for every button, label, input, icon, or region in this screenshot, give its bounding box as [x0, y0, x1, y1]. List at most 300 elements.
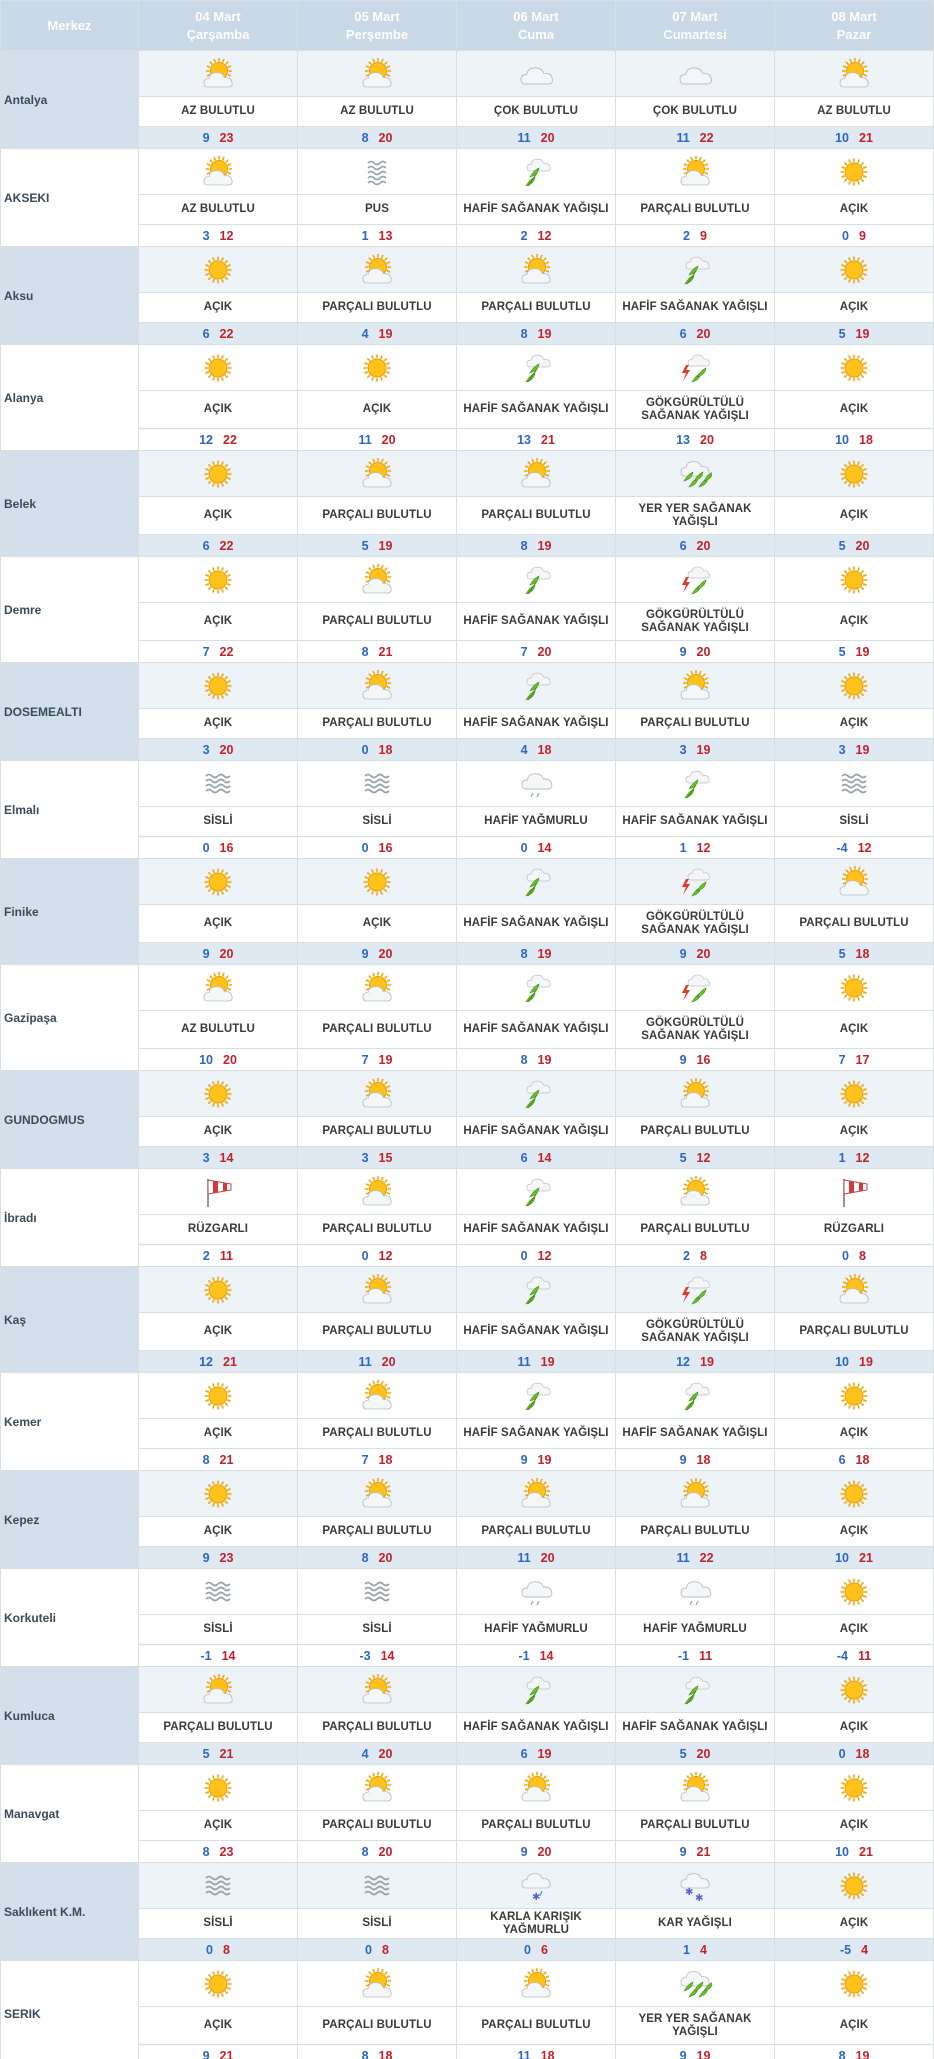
sun-icon — [360, 865, 394, 899]
weather-description: AÇIK — [775, 1713, 934, 1743]
high-temp: 20 — [540, 1550, 555, 1565]
weather-icon-cell — [139, 451, 298, 497]
temperature-cell — [616, 1245, 775, 1267]
temperature-cell — [616, 1351, 775, 1373]
weather-description: PARÇALI BULUTLU — [298, 1713, 457, 1743]
weather-icon-cell — [139, 965, 298, 1011]
low-temp: 6 — [679, 538, 687, 553]
weather-icon-cell — [298, 1765, 457, 1811]
partly-cloudy-icon — [837, 865, 871, 899]
weather-description: PARÇALI BULUTLU — [298, 1117, 457, 1147]
low-temp: 4 — [361, 326, 369, 341]
low-temp: 11 — [517, 1354, 531, 1369]
partly-cloudy-icon — [360, 1379, 394, 1413]
high-temp: 12 — [696, 840, 711, 855]
weather-description: HAFİF SAĞANAK YAĞIŞLI — [457, 391, 616, 429]
weather-icon-cell — [616, 1961, 775, 2007]
high-temp: 18 — [537, 742, 552, 757]
city-temp-row — [1, 2045, 934, 2059]
city-name[interactable]: Kepez — [1, 1471, 139, 1569]
temperature-cell — [139, 1449, 298, 1471]
temperature-cell — [457, 739, 616, 761]
high-temp: 4 — [700, 1942, 707, 1957]
partly-cloudy-icon — [678, 1771, 712, 1805]
high-temp: 23 — [219, 1550, 234, 1565]
temperature-cell — [298, 641, 457, 663]
high-temp: 18 — [378, 2048, 393, 2059]
weather-icon-cell — [457, 761, 616, 807]
snow-icon — [678, 1869, 712, 1903]
weather-description: PARÇALI BULUTLU — [616, 1215, 775, 1245]
low-temp: 8 — [520, 326, 528, 341]
temperature-cell — [139, 943, 298, 965]
weather-description: AÇIK — [775, 1011, 934, 1049]
partly-cloudy-icon — [360, 563, 394, 597]
weather-icon-cell — [616, 1267, 775, 1313]
low-temp: 6 — [520, 1150, 528, 1165]
fog-icon — [201, 1869, 235, 1903]
weather-icon-cell — [457, 1373, 616, 1419]
city-name[interactable]: Elmalı — [1, 761, 139, 859]
weather-description: AÇIK — [775, 293, 934, 323]
weather-icon-cell — [775, 557, 934, 603]
temperature-cell — [457, 1147, 616, 1169]
weather-icon-cell — [616, 859, 775, 905]
sun-icon — [837, 1869, 871, 1903]
weather-description: PARÇALI BULUTLU — [775, 1313, 934, 1351]
high-temp: 14 — [221, 1648, 236, 1663]
weather-icon-cell — [457, 451, 616, 497]
weather-icon-cell — [616, 1863, 775, 1909]
city-name[interactable]: Finike — [1, 859, 139, 965]
temperature-cell — [139, 225, 298, 247]
weather-description: SİSLİ — [298, 1615, 457, 1645]
temperature-cell — [616, 127, 775, 149]
temperature-cell — [298, 1743, 457, 1765]
weather-icon-cell — [775, 1169, 934, 1215]
high-temp: 14 — [380, 1648, 395, 1663]
partly-cloudy-icon — [360, 1771, 394, 1805]
low-temp: 0 — [361, 840, 369, 855]
temperature-cell — [775, 1351, 934, 1373]
city-desc-row — [1, 1713, 934, 1743]
low-temp: 3 — [838, 742, 846, 757]
low-temp: 6 — [520, 1746, 528, 1761]
temperature-cell — [616, 1645, 775, 1667]
sun-icon — [837, 253, 871, 287]
temperature-cell — [139, 1645, 298, 1667]
weather-icon-cell — [616, 761, 775, 807]
weather-icon-cell — [298, 1863, 457, 1909]
weather-icon-cell — [616, 1471, 775, 1517]
temperature-cell — [298, 2045, 457, 2059]
city-temp-row — [1, 225, 934, 247]
low-temp: 5 — [361, 538, 369, 553]
temperature-cell — [775, 1645, 934, 1667]
city-desc-row — [1, 1215, 934, 1245]
city-desc-row — [1, 1117, 934, 1147]
city-name[interactable]: Kumluca — [1, 1667, 139, 1765]
weather-description: ÇOK BULUTLU — [457, 97, 616, 127]
weather-description: PARÇALI BULUTLU — [298, 1215, 457, 1245]
fog-icon — [837, 767, 871, 801]
weather-description: AÇIK — [775, 391, 934, 429]
fog-icon — [201, 1575, 235, 1609]
low-temp: 12 — [199, 1354, 213, 1369]
high-temp: 21 — [859, 1550, 873, 1565]
city-temp-row — [1, 1547, 934, 1569]
partly-cloudy-icon — [678, 1175, 712, 1209]
city-name[interactable]: Korkuteli — [1, 1569, 139, 1667]
high-temp: 21 — [219, 2048, 234, 2059]
high-temp: 19 — [378, 1052, 393, 1067]
low-temp: 1 — [361, 228, 369, 243]
weather-description: RÜZGARLI — [775, 1215, 934, 1245]
low-temp: 9 — [679, 1452, 687, 1467]
temperature-cell — [775, 429, 934, 451]
low-temp: 3 — [361, 1150, 369, 1165]
city-desc-row — [1, 1313, 934, 1351]
showers-icon — [678, 767, 712, 801]
city-name[interactable]: Gazipaşa — [1, 965, 139, 1071]
weather-icon-cell — [775, 965, 934, 1011]
temperature-cell — [616, 943, 775, 965]
temperature-cell — [616, 739, 775, 761]
low-temp: 9 — [202, 1550, 210, 1565]
temperature-cell — [298, 739, 457, 761]
weather-description: AÇIK — [139, 1811, 298, 1841]
low-temp: 9 — [679, 1844, 687, 1859]
weather-description: HAFİF SAĞANAK YAĞIŞLI — [457, 1215, 616, 1245]
weather-icon-cell — [775, 247, 934, 293]
city-name[interactable]: Kaş — [1, 1267, 139, 1373]
high-temp: 23 — [219, 1844, 234, 1859]
day-header — [298, 1, 457, 51]
city-temp-row — [1, 1743, 934, 1765]
partly-cloudy-icon — [519, 457, 553, 491]
partly-cloudy-icon — [678, 1477, 712, 1511]
low-temp: 10 — [835, 1550, 849, 1565]
weather-description: AÇIK — [775, 709, 934, 739]
city-name[interactable]: Demre — [1, 557, 139, 663]
low-temp: 11 — [676, 130, 690, 145]
city-desc-row — [1, 807, 934, 837]
weather-description: PARÇALI BULUTLU — [298, 709, 457, 739]
weather-description: AÇIK — [139, 1117, 298, 1147]
temperature-cell — [139, 1939, 298, 1961]
temperature-cell — [616, 1939, 775, 1961]
temperature-cell — [616, 429, 775, 451]
weather-description: PARÇALI BULUTLU — [298, 603, 457, 641]
temperature-cell — [298, 1645, 457, 1667]
partly-cloudy-icon — [360, 253, 394, 287]
sun-icon — [360, 351, 394, 385]
temperature-cell — [457, 1645, 616, 1667]
temperature-cell — [298, 943, 457, 965]
low-temp: 1 — [679, 840, 687, 855]
weather-icon-cell — [139, 1667, 298, 1713]
high-temp: 12 — [855, 1150, 870, 1165]
high-temp: 19 — [378, 538, 393, 553]
temperature-cell — [457, 1049, 616, 1071]
temperature-cell — [616, 641, 775, 663]
temperature-cell — [457, 323, 616, 345]
weather-description: PARÇALI BULUTLU — [139, 1713, 298, 1743]
low-temp: 0 — [842, 1248, 849, 1263]
temperature-cell — [457, 1841, 616, 1863]
high-temp: 19 — [540, 1354, 555, 1369]
sun-icon — [201, 1477, 235, 1511]
weather-icon-cell — [775, 859, 934, 905]
thunderstorm-icon — [678, 971, 712, 1005]
high-temp: 19 — [537, 946, 552, 961]
partly-cloudy-icon — [837, 1273, 871, 1307]
weather-description: AÇIK — [139, 497, 298, 535]
weather-icon-cell — [139, 1267, 298, 1313]
temperature-cell — [139, 127, 298, 149]
showers-icon — [519, 1379, 553, 1413]
low-temp: 3 — [202, 742, 210, 757]
low-temp: 8 — [361, 644, 369, 659]
low-temp: 7 — [361, 1452, 369, 1467]
weather-icon-cell — [457, 1267, 616, 1313]
city-name[interactable]: AKSEKI — [1, 149, 139, 247]
city-icon-row — [1, 1071, 934, 1117]
showers-icon — [519, 669, 553, 703]
city-name[interactable]: Saklıkent K.M. — [1, 1863, 139, 1961]
weather-description: AÇIK — [775, 1419, 934, 1449]
temperature-cell — [616, 1449, 775, 1471]
sun-icon — [837, 1673, 871, 1707]
showers-icon — [519, 563, 553, 597]
partly-cloudy-icon — [360, 457, 394, 491]
temperature-cell — [616, 1841, 775, 1863]
city-icon-row — [1, 1471, 934, 1517]
high-temp: 14 — [537, 840, 552, 855]
weather-icon-cell — [616, 51, 775, 97]
low-temp: 7 — [361, 1052, 369, 1067]
city-icon-row — [1, 1267, 934, 1313]
rain-icon — [678, 457, 712, 491]
weather-description: AÇIK — [139, 293, 298, 323]
high-temp: 17 — [855, 1052, 870, 1067]
weather-description: HAFİF SAĞANAK YAĞIŞLI — [457, 1713, 616, 1743]
weather-description: GÖKGÜRÜLTÜLÜ SAĞANAK YAĞIŞLI — [616, 391, 775, 429]
weather-description: AÇIK — [775, 603, 934, 641]
low-temp: 0 — [520, 840, 528, 855]
temperature-cell — [616, 2045, 775, 2059]
showers-icon — [519, 155, 553, 189]
svg-text:✱: ✱ — [532, 1891, 541, 1903]
city-name[interactable]: Belek — [1, 451, 139, 557]
high-temp: 21 — [696, 1844, 711, 1859]
city-icon-row — [1, 859, 934, 905]
weather-description: PARÇALI BULUTLU — [616, 1811, 775, 1841]
weather-description: HAFİF SAĞANAK YAĞIŞLI — [457, 709, 616, 739]
temperature-cell — [616, 1147, 775, 1169]
city-name[interactable]: Kemer — [1, 1373, 139, 1471]
weather-description: AÇIK — [775, 1117, 934, 1147]
low-temp: 5 — [679, 1746, 687, 1761]
city-icon-row — [1, 1667, 934, 1713]
weather-icon-cell — [139, 1471, 298, 1517]
low-temp: 8 — [520, 1052, 528, 1067]
temperature-cell — [139, 1049, 298, 1071]
city-temp-row — [1, 943, 934, 965]
temperature-cell — [298, 535, 457, 557]
high-temp: 20 — [378, 1550, 393, 1565]
weather-icon-cell — [298, 1471, 457, 1517]
temperature-cell — [298, 1147, 457, 1169]
high-temp: 18 — [859, 432, 873, 447]
weather-icon-cell — [139, 247, 298, 293]
city-name[interactable]: Antalya — [1, 51, 139, 149]
high-temp: 22 — [219, 644, 234, 659]
weather-icon-cell — [775, 1071, 934, 1117]
weather-description: SİSLİ — [298, 1909, 457, 1939]
low-temp: 10 — [835, 1354, 849, 1369]
high-temp: 6 — [541, 1942, 548, 1957]
city-name[interactable]: İbradı — [1, 1169, 139, 1267]
low-temp: 9 — [202, 2048, 210, 2059]
high-temp: 19 — [378, 326, 393, 341]
day-name: Pazar — [836, 26, 872, 42]
low-temp: 0 — [206, 1942, 213, 1957]
temperature-cell — [139, 535, 298, 557]
temperature-cell — [139, 323, 298, 345]
low-temp: 8 — [361, 130, 369, 145]
showers-icon — [519, 865, 553, 899]
low-temp: 8 — [202, 1452, 210, 1467]
city-name[interactable]: Manavgat — [1, 1765, 139, 1863]
partly-cloudy-icon — [360, 1273, 394, 1307]
low-temp: 0 — [361, 742, 369, 757]
high-temp: 20 — [381, 1354, 396, 1369]
city-icon-row — [1, 761, 934, 807]
low-temp: 7 — [838, 1052, 846, 1067]
low-temp: 9 — [679, 644, 687, 659]
weather-icon-cell — [298, 965, 457, 1011]
weather-description: AÇIK — [298, 905, 457, 943]
weather-icon-cell — [298, 1569, 457, 1615]
high-temp: 18 — [855, 1746, 870, 1761]
weather-icon-cell — [298, 149, 457, 195]
weather-icon-cell — [298, 761, 457, 807]
high-temp: 12 — [537, 228, 552, 243]
weather-icon-cell — [139, 761, 298, 807]
high-temp: 8 — [700, 1248, 707, 1263]
temperature-cell — [457, 837, 616, 859]
temperature-cell — [457, 943, 616, 965]
weather-description: SİSLİ — [298, 807, 457, 837]
high-temp: 19 — [537, 538, 552, 553]
weather-description: PARÇALI BULUTLU — [298, 1517, 457, 1547]
city-icon-row — [1, 1169, 934, 1215]
weather-icon-cell — [298, 51, 457, 97]
high-temp: 20 — [219, 946, 234, 961]
high-temp: 21 — [859, 130, 873, 145]
city-name[interactable]: GUNDOGMUS — [1, 1071, 139, 1169]
day-header — [775, 1, 934, 51]
city-desc-row — [1, 1419, 934, 1449]
weather-description: PARÇALI BULUTLU — [616, 1517, 775, 1547]
high-temp: 14 — [219, 1150, 234, 1165]
city-icon-row — [1, 663, 934, 709]
low-temp: 2 — [520, 228, 528, 243]
thunderstorm-icon — [678, 865, 712, 899]
weather-icon-cell — [616, 345, 775, 391]
weather-description: AÇIK — [775, 1909, 934, 1939]
city-name[interactable]: Aksu — [1, 247, 139, 345]
sun-icon — [837, 1077, 871, 1111]
weather-description: AÇIK — [139, 1419, 298, 1449]
weather-description: PARÇALI BULUTLU — [457, 1811, 616, 1841]
low-temp: 6 — [838, 1452, 846, 1467]
high-temp: 22 — [223, 432, 237, 447]
sun-icon — [201, 865, 235, 899]
partly-cloudy-icon — [360, 1077, 394, 1111]
city-temp-row — [1, 837, 934, 859]
temperature-cell — [775, 535, 934, 557]
weather-icon-cell — [457, 1667, 616, 1713]
rain-icon — [678, 1967, 712, 2001]
weather-icon-cell — [298, 1373, 457, 1419]
weather-icon-cell — [298, 663, 457, 709]
high-temp: 23 — [219, 130, 234, 145]
high-temp: 20 — [696, 946, 711, 961]
weather-icon-cell — [775, 1765, 934, 1811]
weather-description: AÇIK — [775, 1517, 934, 1547]
city-icon-row — [1, 247, 934, 293]
high-temp: 19 — [700, 1354, 714, 1369]
sun-icon — [837, 1477, 871, 1511]
day-date: 06 Mart — [513, 8, 559, 24]
showers-icon — [519, 1673, 553, 1707]
sun-icon — [837, 351, 871, 385]
high-temp: 21 — [859, 1844, 873, 1859]
sun-icon — [201, 1379, 235, 1413]
weather-description: AZ BULUTLU — [139, 195, 298, 225]
low-temp: 0 — [202, 840, 210, 855]
city-name[interactable]: SERIK — [1, 1961, 139, 2059]
fog-icon — [201, 767, 235, 801]
low-temp: 6 — [202, 326, 210, 341]
high-temp: 15 — [378, 1150, 393, 1165]
sun-icon — [837, 1771, 871, 1805]
weather-icon-cell — [616, 149, 775, 195]
weather-description: AZ BULUTLU — [139, 97, 298, 127]
weather-description: AÇIK — [139, 2007, 298, 2045]
weather-description: HAFİF YAĞMURLU — [457, 807, 616, 837]
city-icon-row — [1, 149, 934, 195]
sun-icon — [201, 563, 235, 597]
city-desc-row — [1, 1811, 934, 1841]
city-name[interactable]: DOSEMEALTI — [1, 663, 139, 761]
weather-description: AZ BULUTLU — [298, 97, 457, 127]
weather-description: PARÇALI BULUTLU — [457, 2007, 616, 2045]
city-temp-row — [1, 1351, 934, 1373]
weather-icon-cell — [298, 1961, 457, 2007]
city-name[interactable]: Alanya — [1, 345, 139, 451]
weather-icon-cell — [616, 1169, 775, 1215]
high-temp: 8 — [382, 1942, 389, 1957]
low-temp: 9 — [679, 1052, 687, 1067]
weather-icon-cell — [457, 859, 616, 905]
high-temp: 20 — [378, 1844, 393, 1859]
weather-icon-cell — [139, 1863, 298, 1909]
day-header — [457, 1, 616, 51]
temperature-cell — [139, 641, 298, 663]
